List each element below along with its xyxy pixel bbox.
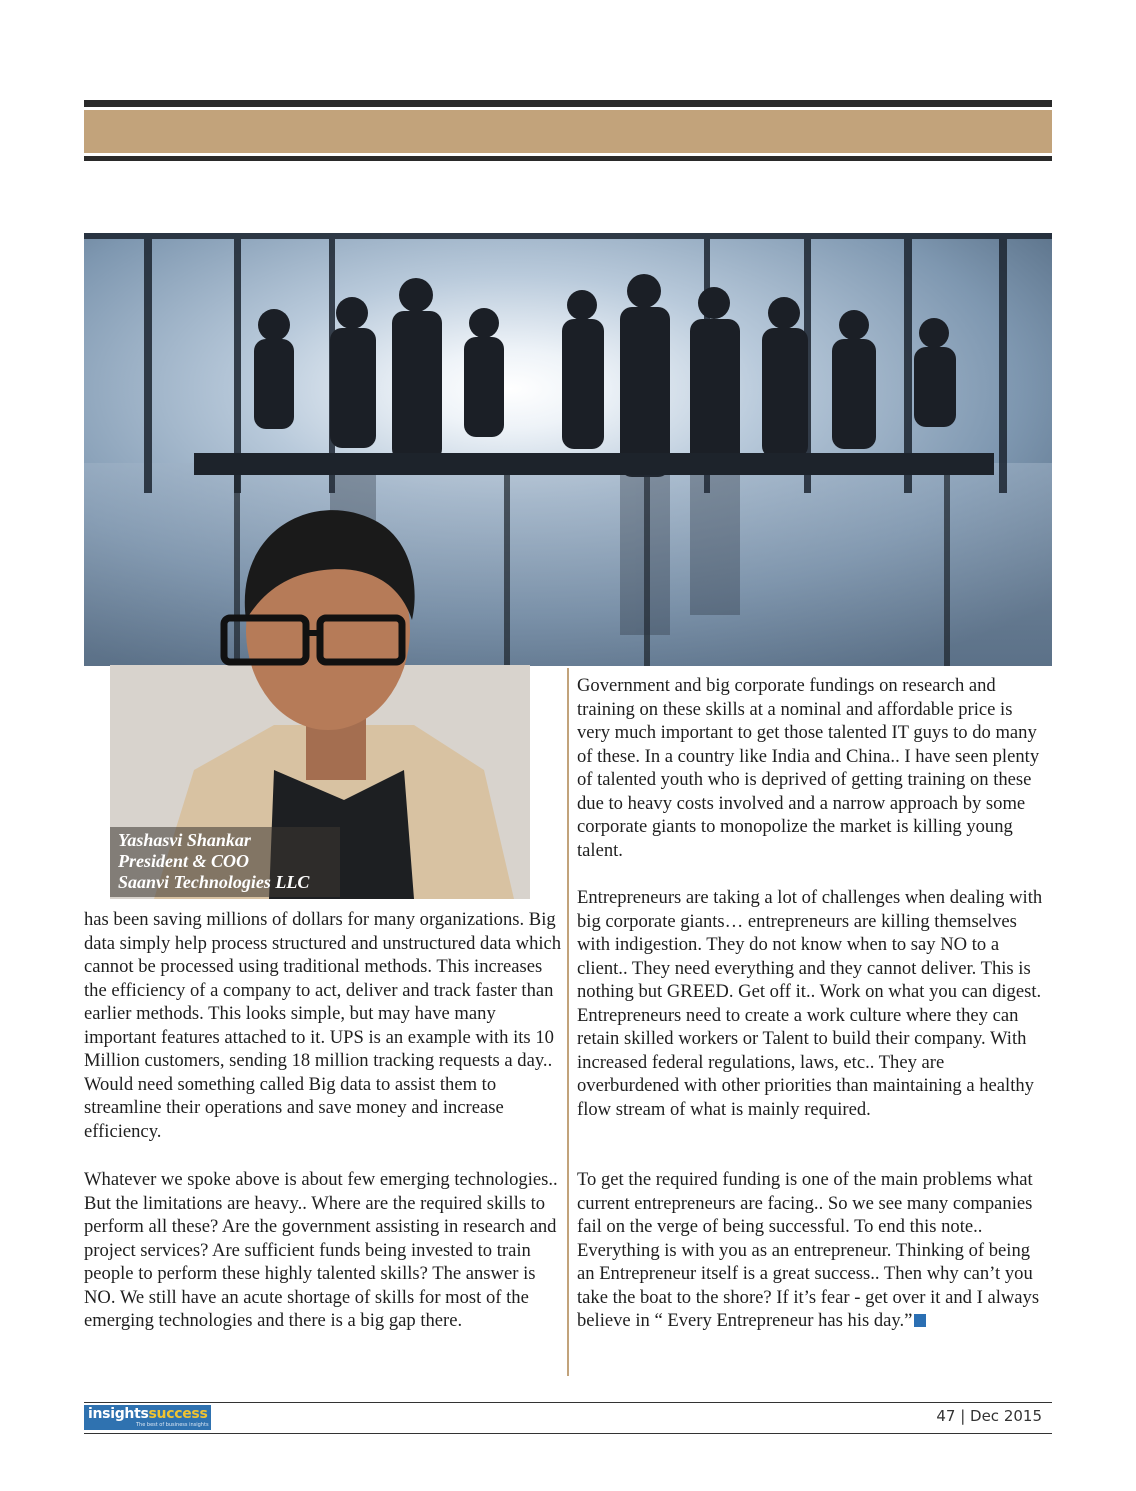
left-paragraph-1-text: has been saving millions of dollars for many organizations. Big data simply help process structured and unstructured data which cannot be processed using traditional methods. This increases the efficiency of a company to act, deliver and track faster than earlier methods. This looks simple, but may have many important features attached to it. UPS is an example with its 10 Million customers, sending 18 million tracking requests a day.. Would need something called Big data to assist them to streamline their operations and save money and increase efficiency. bbox=[84, 909, 562, 1142]
right-paragraph-3 bbox=[577, 1168, 1049, 1333]
logo-word-2: success bbox=[148, 1406, 208, 1422]
insights-success-logo bbox=[84, 1405, 211, 1430]
left-paragraph-2-text: Whatever we spoke above is about few emerging technologies.. But the limitations are heavy.. Where are the required skills to perform all these? Are the government assisting in research and project services? Are sufficient funds being invested to train people to perform these highly talented skills? The answer is NO. We still have an acute shortage of skills for most of the emerging technologies and there is a big gap there. bbox=[84, 1169, 558, 1331]
right-paragraph-1 bbox=[577, 674, 1049, 862]
logo-tagline: The best of business insights bbox=[136, 1422, 209, 1428]
header-bottom-rule bbox=[84, 156, 1052, 161]
caption-name: Yashasvi Shankar bbox=[118, 830, 251, 850]
logo-wordmark bbox=[88, 1406, 207, 1422]
column-divider bbox=[567, 668, 569, 1376]
left-paragraph-2 bbox=[84, 1168, 564, 1333]
right-paragraph-3-text: To get the required funding is one of the main problems what current entrepreneurs are facing.. So we see many companies fail on the verge of being successful. To end this note.. Everything is with you as an entrepreneur. Thinking of being an Entrepreneur itself is a great success.. Then why can’t you take the boat to the shore? If it’s fear - get over it and I always believe in “ Every Entrepreneur has his day.” bbox=[577, 1169, 1040, 1331]
logo-word-1: insights bbox=[88, 1406, 149, 1422]
article-end-icon bbox=[914, 1314, 926, 1327]
footer-bottom-rule bbox=[84, 1433, 1052, 1434]
left-paragraph-1 bbox=[84, 908, 564, 1143]
caption-role: President & COO bbox=[118, 851, 250, 871]
footer-top-rule bbox=[84, 1402, 1052, 1403]
portrait-caption bbox=[110, 827, 340, 897]
caption-company: Saanvi Technologies LLC bbox=[118, 872, 310, 892]
right-paragraph-1-text: Government and big corporate fundings on research and training on these skills at a nominal and affordable price is very much important to get those talented IT guys to do many of these. In a country like India and China.. I have seen plenty of talented youth who is deprived of getting training on these due to heavy costs involved and a narrow approach by some corporate giants to monopolize the market is killing young talent. bbox=[577, 675, 1040, 861]
right-paragraph-2-text: Entrepreneurs are taking a lot of challenges when dealing with big corporate giants… entrepreneurs are killing themselves with indigestion. They do not know when to say NO to a client.. They need everything and they cannot deliver. This is nothing but GREED. Get off it.. Work on what you can digest. Entrepreneurs need to create a work culture where they can retain skilled workers or Talent to build their company. With increased federal regulations, laws, etc.. They are overburdened with other priorities than maintaining a healthy flow stream of what is mainly required. bbox=[577, 887, 1043, 1120]
header-gold-band bbox=[84, 110, 1052, 153]
page-number: 47 | Dec 2015 bbox=[936, 1407, 1042, 1425]
right-paragraph-2 bbox=[577, 886, 1049, 1121]
header-top-rule bbox=[84, 100, 1052, 107]
